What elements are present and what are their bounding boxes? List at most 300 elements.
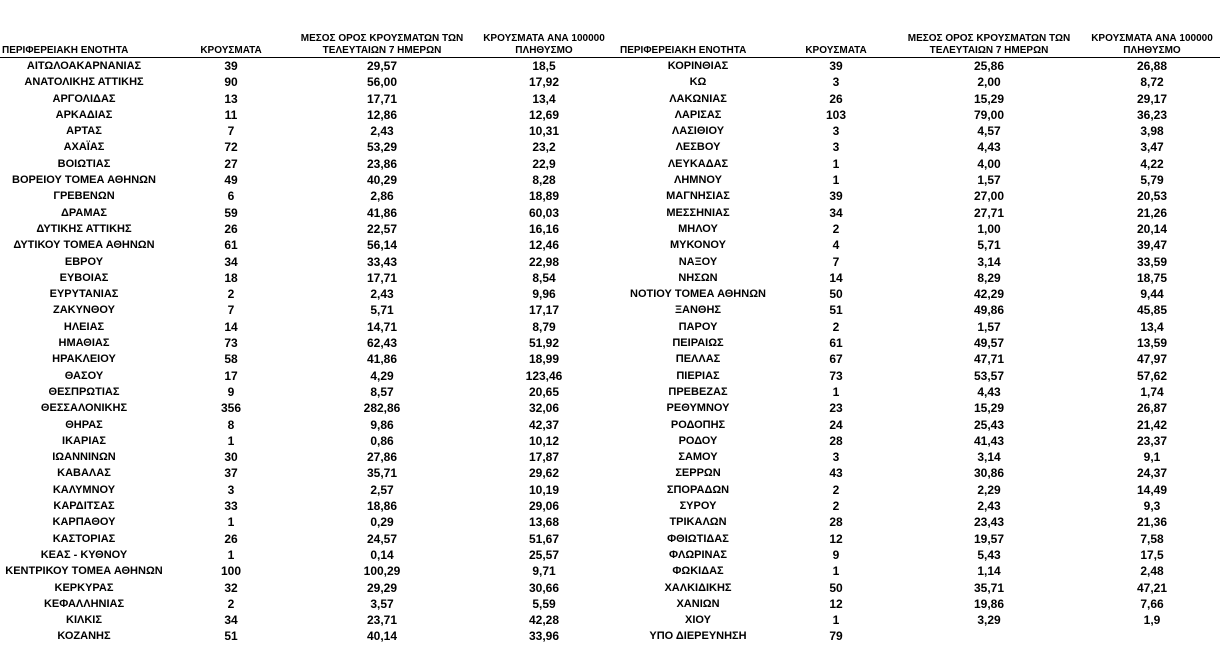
avg7-cell: 42,29 (973, 287, 1005, 302)
avg7-cell: 27,71 (973, 205, 1005, 220)
per100k-cell: 30,66 (528, 580, 560, 595)
region-cell: ΚΕΡΚΥΡΑΣ (54, 581, 114, 594)
avg7-cell: 282,86 (363, 401, 401, 416)
avg7-cell: 1,14 (977, 564, 1001, 579)
table-row (618, 188, 1220, 204)
per100k-cell: 10,12 (528, 433, 560, 448)
table-row (618, 123, 1220, 139)
per100k-cell: 7,66 (1140, 596, 1164, 611)
avg7-cell: 4,43 (977, 140, 1001, 155)
region-cell: ΒΟΙΩΤΙΑΣ (57, 157, 111, 170)
avg7-cell: 2,43 (370, 287, 394, 302)
per100k-cell: 47,21 (1136, 580, 1168, 595)
per100k-cell: 13,4 (1140, 319, 1164, 334)
per100k-cell: 123,46 (525, 368, 563, 383)
table-row (0, 91, 618, 107)
avg7-cell: 33,43 (366, 254, 398, 269)
cases-cell: 2 (832, 499, 840, 514)
region-cell: ΠΕΙΡΑΙΩΣ (672, 337, 724, 350)
avg7-cell: 40,29 (366, 173, 398, 188)
per100k-cell: 33,96 (528, 629, 560, 644)
per100k-cell: 13,59 (1136, 336, 1168, 351)
avg7-cell: 27,86 (366, 450, 398, 465)
region-cell: ΑΡΓΟΛΙΔΑΣ (52, 92, 116, 105)
cases-cell: 43 (829, 466, 843, 481)
avg7-cell: 3,57 (370, 596, 394, 611)
table-row (618, 58, 1220, 75)
cases-cell: 2 (227, 596, 235, 611)
table-row (0, 351, 618, 367)
avg7-cell: 19,86 (973, 596, 1005, 611)
header-per100k: ΚΡΟΥΣΜΑΤΑ ΑΝΑ 100000 ΠΛΗΘΥΣΜΟ (1084, 0, 1220, 58)
per100k-cell: 26,88 (1136, 59, 1168, 73)
avg7-cell: 2,43 (370, 124, 394, 139)
cases-cell: 14 (224, 319, 238, 334)
region-cell: ΔΥΤΙΚΟΥ ΤΟΜΕΑ ΑΘΗΝΩΝ (13, 239, 155, 252)
table-row (618, 91, 1220, 107)
table-row (0, 319, 618, 335)
per100k-cell: 18,75 (1136, 270, 1168, 285)
per100k-cell: 18,5 (532, 59, 556, 73)
cases-cell: 3 (227, 482, 235, 497)
avg7-cell: 29,29 (366, 580, 398, 595)
region-cell: ΞΑΝΘΗΣ (674, 304, 722, 317)
avg7-cell: 3,29 (977, 613, 1001, 628)
table-row (618, 433, 1220, 449)
table-row (618, 449, 1220, 465)
avg7-cell: 0,86 (370, 433, 394, 448)
table-row (618, 107, 1220, 123)
avg7-cell: 53,57 (973, 368, 1005, 383)
table-row (0, 237, 618, 253)
table-row (618, 270, 1220, 286)
avg7-cell: 0,29 (370, 515, 394, 530)
table-row (0, 612, 618, 628)
region-cell: ΘΕΣΣΑΛΟΝΙΚΗΣ (40, 402, 128, 415)
cases-cell: 39 (829, 59, 843, 73)
header-region: ΠΕΡΙΦΕΡΕΙΑΚΗ ΕΝΟΤΗΤΑ (618, 0, 778, 58)
avg7-cell: 49,86 (973, 303, 1005, 318)
per100k-cell: 2,48 (1140, 564, 1164, 579)
cases-cell: 59 (224, 205, 238, 220)
cases-cell: 73 (224, 336, 238, 351)
table-row (618, 351, 1220, 367)
avg7-cell: 2,86 (370, 189, 394, 204)
per100k-cell: 47,97 (1136, 352, 1168, 367)
table-row (618, 580, 1220, 596)
avg7-cell: 3,14 (977, 450, 1001, 465)
avg7-cell: 56,14 (366, 238, 398, 253)
per100k-cell: 5,79 (1140, 173, 1164, 188)
region-cell: ΣΠΟΡΑΔΩΝ (666, 483, 730, 496)
cases-cell: 1 (227, 433, 235, 448)
per100k-cell: 36,23 (1136, 107, 1168, 122)
per100k-cell: 8,79 (532, 319, 556, 334)
avg7-cell: 40,14 (366, 629, 398, 644)
per100k-cell: 22,9 (532, 156, 556, 171)
region-cell: ΜΗΛΟΥ (678, 222, 718, 235)
cases-cell: 7 (227, 124, 235, 139)
cases-cell: 72 (224, 140, 238, 155)
header-avg7: ΜΕΣΟΣ ΟΡΟΣ ΚΡΟΥΣΜΑΤΩΝ ΤΩΝ ΤΕΛΕΥΤΑΙΩΝ 7 ΗΜΕΡΩΝ (894, 0, 1084, 58)
table-row (0, 156, 618, 172)
per100k-cell: 8,28 (532, 173, 556, 188)
table-row (0, 302, 618, 318)
table-row (618, 384, 1220, 400)
cases-cell: 2 (227, 287, 235, 302)
cases-cell: 1 (832, 173, 840, 188)
header-cases: ΚΡΟΥΣΜΑΤΑ (778, 0, 894, 58)
per100k-cell: 21,26 (1136, 205, 1168, 220)
cases-cell: 26 (224, 221, 238, 236)
avg7-cell: 24,57 (366, 531, 398, 546)
region-cell: ΛΑΣΙΘΙΟΥ (671, 125, 725, 138)
per100k-cell: 60,03 (528, 205, 560, 220)
table-row (618, 482, 1220, 498)
cases-cell: 1 (832, 564, 840, 579)
cases-cell: 32 (224, 580, 238, 595)
avg7-cell: 56,00 (366, 75, 398, 90)
avg7-cell: 1,57 (977, 319, 1001, 334)
per100k-cell: 26,87 (1136, 401, 1168, 416)
per100k-cell: 9,44 (1140, 287, 1164, 302)
per100k-cell: 22,98 (528, 254, 560, 269)
table-row (618, 612, 1220, 628)
avg7-cell: 8,29 (977, 270, 1001, 285)
region-cell: ΑΧΑΪΑΣ (63, 141, 105, 154)
table-row (618, 465, 1220, 481)
per100k-cell: 45,85 (1136, 303, 1168, 318)
region-cell: ΖΑΚΥΝΘΟΥ (52, 304, 116, 317)
table-row (0, 58, 618, 75)
per100k-cell: 23,37 (1136, 433, 1168, 448)
cases-cell: 50 (829, 580, 843, 595)
cases-cell: 100 (220, 564, 242, 579)
region-cell: ΗΜΑΘΙΑΣ (58, 337, 110, 350)
region-cell: ΤΡΙΚΑΛΩΝ (669, 516, 727, 529)
cases-cell: 7 (832, 254, 840, 269)
per100k-cell: 29,17 (1136, 91, 1168, 106)
per100k-cell: 51,92 (528, 336, 560, 351)
table-row (0, 482, 618, 498)
avg7-cell: 23,43 (973, 515, 1005, 530)
table-row (618, 205, 1220, 221)
avg7-cell: 4,43 (977, 384, 1001, 399)
per100k-cell: 14,49 (1136, 482, 1168, 497)
cases-cell: 9 (227, 384, 235, 399)
cases-cell: 37 (224, 466, 238, 481)
cases-cell: 6 (227, 189, 235, 204)
per100k-cell: 5,59 (532, 596, 556, 611)
table-row (618, 254, 1220, 270)
avg7-cell: 2,00 (977, 75, 1001, 90)
per100k-cell: 21,36 (1136, 515, 1168, 530)
cases-cell: 2 (832, 319, 840, 334)
cases-cell: 2 (832, 482, 840, 497)
region-cell: ΧΑΛΚΙΔΙΚΗΣ (664, 581, 732, 594)
cases-cell: 73 (829, 368, 843, 383)
table-row (0, 205, 618, 221)
cases-cell: 51 (224, 629, 238, 644)
table-row (0, 628, 618, 644)
per100k-cell: 12,69 (528, 107, 560, 122)
per100k-cell: 20,53 (1136, 189, 1168, 204)
region-cell: ΛΑΡΙΣΑΣ (674, 108, 722, 121)
header-avg7: ΜΕΣΟΣ ΟΡΟΣ ΚΡΟΥΣΜΑΤΩΝ ΤΩΝ ΤΕΛΕΥΤΑΙΩΝ 7 ΗΜΕΡΩΝ (294, 0, 470, 58)
per100k-cell: 18,99 (528, 352, 560, 367)
region-cell: ΒΟΡΕΙΟΥ ΤΟΜΕΑ ΑΘΗΝΩΝ (12, 174, 156, 187)
table-row (618, 596, 1220, 612)
avg7-cell: 79,00 (973, 107, 1005, 122)
cases-cell: 26 (224, 531, 238, 546)
per100k-cell: 23,2 (532, 140, 556, 155)
table-row (0, 286, 618, 302)
table-row (618, 514, 1220, 530)
region-cell: ΡΟΔΟΥ (678, 434, 718, 447)
region-cell: ΗΡΑΚΛΕΙΟΥ (52, 353, 116, 366)
header-per100k: ΚΡΟΥΣΜΑΤΑ ΑΝΑ 100000 ΠΛΗΘΥΣΜΟ (470, 0, 618, 58)
cases-cell: 30 (224, 450, 238, 465)
table-row (618, 563, 1220, 579)
per100k-cell: 13,68 (528, 515, 560, 530)
per100k-cell: 29,06 (528, 499, 560, 514)
region-cell: ΠΡΕΒΕΖΑΣ (668, 385, 728, 398)
region-cell: ΚΟΡΙΝΘΙΑΣ (667, 60, 729, 72)
table-row (0, 368, 618, 384)
table-body-left (0, 58, 618, 645)
region-cell: ΘΗΡΑΣ (65, 418, 103, 431)
cases-cell: 3 (832, 140, 840, 155)
per100k-cell: 3,47 (1140, 140, 1164, 155)
cases-cell: 50 (829, 287, 843, 302)
table-row (0, 580, 618, 596)
per100k-cell: 9,96 (532, 287, 556, 302)
table-body-right (618, 58, 1220, 645)
region-cell: ΚΟΖΑΝΗΣ (57, 630, 111, 643)
cases-cell: 26 (829, 91, 843, 106)
per100k-cell: 9,3 (1143, 499, 1161, 514)
avg7-cell: 2,29 (977, 482, 1001, 497)
avg7-cell: 30,86 (973, 466, 1005, 481)
region-cell: ΛΑΚΩΝΙΑΣ (669, 92, 727, 105)
table-row (618, 74, 1220, 90)
per100k-cell: 17,87 (528, 450, 560, 465)
table-row (618, 172, 1220, 188)
table-row (618, 237, 1220, 253)
region-cell: ΚΑΒΑΛΑΣ (57, 467, 111, 480)
table-row (618, 400, 1220, 416)
region-cell: ΚΩ (689, 76, 707, 89)
cases-cell: 7 (227, 303, 235, 318)
avg7-cell: 41,86 (366, 352, 398, 367)
region-cell: ΣΥΡΟΥ (679, 500, 717, 513)
avg7-cell: 18,86 (366, 499, 398, 514)
region-cell: ΑΙΤΩΛΟΑΚΑΡΝΑΝΙΑΣ (26, 60, 142, 72)
table-row (0, 531, 618, 547)
cases-cell: 28 (829, 515, 843, 530)
avg7-cell: 12,86 (366, 107, 398, 122)
table-row (0, 172, 618, 188)
region-cell: ΡΟΔΟΠΗΣ (670, 418, 726, 431)
per100k-cell: 20,65 (528, 384, 560, 399)
cases-table-right (618, 0, 1220, 645)
avg7-cell: 19,57 (973, 531, 1005, 546)
cases-cell: 90 (224, 75, 238, 90)
region-cell: ΦΩΚΙΔΑΣ (672, 565, 724, 578)
region-cell: ΚΕΦΑΛΛΗΝΙΑΣ (43, 597, 125, 610)
per100k-cell: 29,62 (528, 466, 560, 481)
cases-cell: 3 (832, 450, 840, 465)
avg7-cell: 3,14 (977, 254, 1001, 269)
per100k-cell: 42,28 (528, 613, 560, 628)
cases-cell: 3 (832, 75, 840, 90)
avg7-cell: 23,71 (366, 613, 398, 628)
avg7-cell: 22,57 (366, 221, 398, 236)
avg7-cell: 27,00 (973, 189, 1005, 204)
region-cell: ΚΑΛΥΜΝΟΥ (52, 483, 116, 496)
region-cell: ΛΗΜΝΟΥ (674, 174, 722, 187)
region-cell: ΕΥΒΟΙΑΣ (59, 271, 109, 284)
avg7-cell: 25,43 (973, 417, 1005, 432)
per100k-cell: 16,16 (528, 221, 560, 236)
region-cell: ΚΕΝΤΡΙΚΟΥ ΤΟΜΕΑ ΑΘΗΝΩΝ (5, 565, 163, 578)
avg7-cell: 35,71 (366, 466, 398, 481)
region-cell: ΚΑΣΤΟΡΙΑΣ (52, 532, 116, 545)
table-row (0, 596, 618, 612)
cases-cell: 79 (829, 629, 843, 644)
cases-cell: 34 (224, 254, 238, 269)
table-row (618, 498, 1220, 514)
table-row (0, 139, 618, 155)
table-row (618, 319, 1220, 335)
region-cell: ΔΡΑΜΑΣ (60, 206, 108, 219)
region-cell: ΠΕΛΛΑΣ (675, 353, 721, 366)
avg7-cell: 4,00 (977, 156, 1001, 171)
region-cell: ΧΙΟΥ (685, 614, 711, 627)
table-row (0, 107, 618, 123)
cases-cell: 39 (829, 189, 843, 204)
cases-cell: 1 (227, 547, 235, 562)
cases-cell: 9 (832, 547, 840, 562)
avg7-cell (894, 628, 1084, 644)
table-row (0, 254, 618, 270)
table-row (0, 123, 618, 139)
table-row (618, 417, 1220, 433)
region-cell: ΥΠΟ ΔΙΕΡΕΥΝΗΣΗ (649, 630, 747, 643)
cases-cell: 18 (224, 270, 238, 285)
avg7-cell: 25,86 (973, 59, 1005, 73)
cases-cell: 14 (829, 270, 843, 285)
cases-cell: 61 (224, 238, 238, 253)
avg7-cell: 23,86 (366, 156, 398, 171)
region-cell: ΣΑΜΟΥ (678, 451, 718, 464)
per100k-cell: 13,4 (532, 91, 556, 106)
region-cell: ΝΗΣΩΝ (678, 271, 718, 284)
per100k-cell: 17,92 (528, 75, 560, 90)
avg7-cell: 100,29 (363, 564, 401, 579)
region-cell: ΑΝΑΤΟΛΙΚΗΣ ΑΤΤΙΚΗΣ (24, 76, 144, 89)
header-region: ΠΕΡΙΦΕΡΕΙΑΚΗ ΕΝΟΤΗΤΑ (0, 0, 168, 58)
region-cell: ΗΛΕΙΑΣ (63, 320, 105, 333)
per100k-cell: 33,59 (1136, 254, 1168, 269)
per100k-cell: 17,17 (528, 303, 560, 318)
table-header-row (0, 0, 618, 58)
region-cell: ΕΥΡΥΤΑΝΙΑΣ (49, 288, 119, 301)
cases-cell: 11 (224, 107, 238, 122)
region-cell: ΜΕΣΣΗΝΙΑΣ (666, 206, 730, 219)
cases-cell: 28 (829, 433, 843, 448)
region-cell: ΛΕΥΚΑΔΑΣ (667, 157, 729, 170)
table-row (618, 286, 1220, 302)
avg7-cell: 9,86 (370, 417, 394, 432)
per100k-cell: 9,71 (532, 564, 556, 579)
region-cell: ΡΕΘΥΜΝΟΥ (666, 402, 730, 415)
cases-cell: 3 (832, 124, 840, 139)
per100k-cell: 12,46 (528, 238, 560, 253)
avg7-cell: 5,43 (977, 547, 1001, 562)
avg7-cell: 5,71 (977, 238, 1001, 253)
region-cell: ΔΥΤΙΚΗΣ ΑΤΤΙΚΗΣ (36, 222, 132, 235)
avg7-cell: 62,43 (366, 336, 398, 351)
table-row (0, 514, 618, 530)
cases-cell: 103 (825, 107, 847, 122)
avg7-cell: 5,71 (370, 303, 394, 318)
table-row (0, 563, 618, 579)
per100k-cell: 18,89 (528, 189, 560, 204)
table-row (0, 433, 618, 449)
cases-cell: 2 (832, 221, 840, 236)
region-cell: ΙΩΑΝΝΙΝΩΝ (52, 451, 116, 464)
avg7-cell: 29,57 (366, 59, 398, 73)
cases-cell: 1 (832, 384, 840, 399)
per100k-cell: 32,06 (528, 401, 560, 416)
cases-cell: 49 (224, 173, 238, 188)
avg7-cell: 53,29 (366, 140, 398, 155)
region-cell: ΘΑΣΟΥ (64, 369, 104, 382)
region-cell: ΜΑΓΝΗΣΙΑΣ (666, 190, 730, 203)
per100k-cell: 7,58 (1140, 531, 1164, 546)
region-cell: ΦΘΙΩΤΙΔΑΣ (667, 532, 729, 545)
header-cases: ΚΡΟΥΣΜΑΤΑ (168, 0, 294, 58)
per100k-cell: 8,54 (532, 270, 556, 285)
cases-cell: 4 (832, 238, 840, 253)
region-cell: ΜΥΚΟΝΟΥ (669, 239, 727, 252)
avg7-cell: 17,71 (366, 91, 398, 106)
region-cell: ΙΚΑΡΙΑΣ (62, 434, 106, 447)
cases-cell: 1 (832, 156, 840, 171)
table-row (618, 302, 1220, 318)
table-row (0, 449, 618, 465)
per100k-cell: 3,98 (1140, 124, 1164, 139)
avg7-cell: 41,43 (973, 433, 1005, 448)
region-cell: ΠΑΡΟΥ (678, 320, 718, 333)
table-row (618, 628, 1220, 644)
per100k-cell: 1,74 (1140, 384, 1164, 399)
per100k-cell: 21,42 (1136, 417, 1168, 432)
cases-cell: 34 (224, 613, 238, 628)
cases-cell: 356 (220, 401, 242, 416)
avg7-cell: 2,43 (977, 499, 1001, 514)
per100k-cell: 17,5 (1140, 547, 1164, 562)
avg7-cell: 47,71 (973, 352, 1005, 367)
cases-cell: 13 (224, 91, 238, 106)
region-cell: ΝΟΤΙΟΥ ΤΟΜΕΑ ΑΘΗΝΩΝ (630, 288, 766, 301)
region-cell: ΠΙΕΡΙΑΣ (676, 369, 720, 382)
table-row (0, 335, 618, 351)
table-header-row (618, 0, 1220, 58)
cases-cell: 51 (829, 303, 843, 318)
region-cell: ΓΡΕΒΕΝΩΝ (53, 190, 115, 203)
